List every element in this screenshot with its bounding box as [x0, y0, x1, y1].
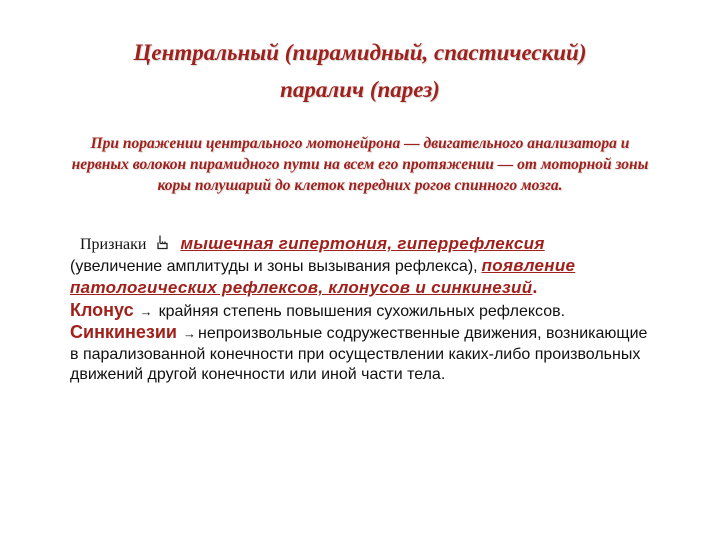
slide-title [40, 34, 680, 108]
term-synkinesis: Синкинезии [70, 322, 177, 342]
signs-period: . [532, 277, 538, 297]
arrow-icon: → [182, 326, 196, 341]
body-paragraph [70, 234, 660, 386]
highlight-pathological-reflexes: появление патологических рефлексов, клонусов и синкинезий [70, 255, 576, 297]
term-clonus: Клонус [70, 299, 134, 320]
title-line-2: паралич (парез) [280, 77, 440, 102]
title-line-1: Центральный (пирамидный, спастический) [133, 40, 587, 65]
reflex-explanation: (увеличение амплитуды и зоны вызывания рефлекса), [70, 257, 478, 275]
signs-label: Признаки [80, 236, 147, 253]
intro-paragraph: При поражении центрального мотонейрона — двигательного анализатора и нервных волокон пирамидного пути на всем его протяжении — от моторной зоны коры полушарий до клеток передних рогов спинного мозга. [71, 135, 649, 194]
synkinesis-definition: непроизвольные содружественные движения, возникающие в парализованной конечности при осуществлении каких-либо произвольных движений другой конечности или иной части тела. [70, 325, 648, 383]
clonus-definition: крайняя степень повышения сухожильных рефлексов. [158, 302, 566, 320]
highlight-hypertonia: мышечная гипертония, гиперрефлексия [180, 234, 545, 253]
pointing-hand-icon [154, 234, 170, 250]
arrow-icon: → [139, 303, 153, 319]
